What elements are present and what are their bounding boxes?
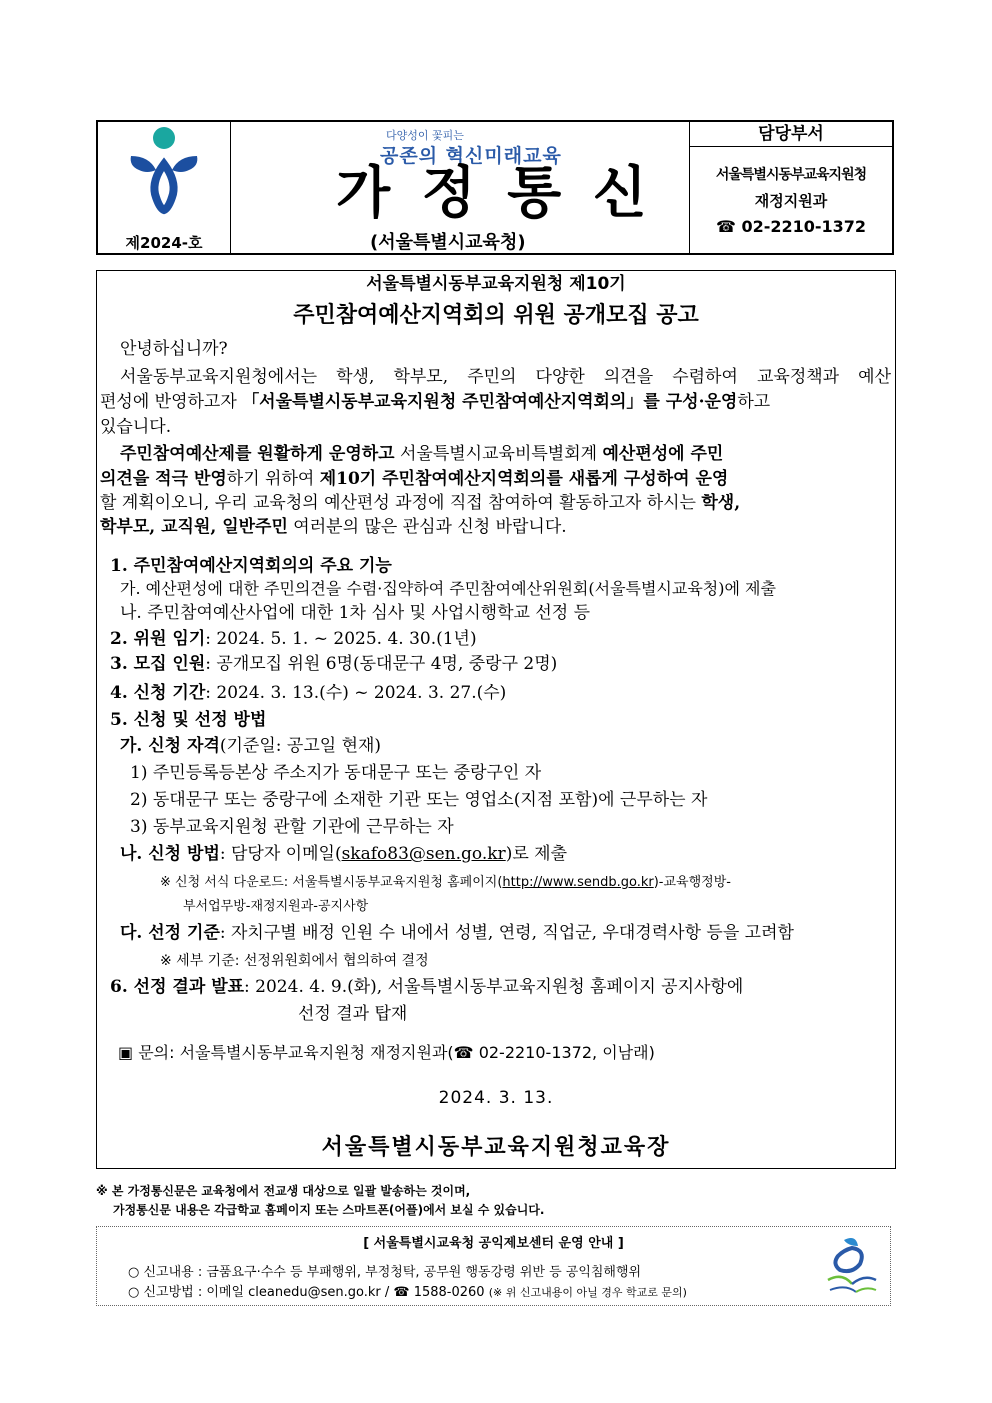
- paragraph1-text: 하고: [737, 392, 771, 412]
- paragraph2-line1: [120, 443, 723, 465]
- department-office: 서울특별시동부교육지원청: [715, 167, 867, 183]
- section6: [110, 976, 743, 998]
- section6-line2: 선정 결과 탑재: [298, 1004, 408, 1024]
- section6-label: 6. 선정 결과 발표: [110, 977, 245, 997]
- signature: 서울특별시동부교육지원청교육장: [321, 1134, 671, 1160]
- paragraph1-line1: [120, 366, 891, 388]
- section6-value: : 2024. 4. 9.(화), 서울특별시동부교육지원청 홈페이지 공지사항에: [244, 977, 744, 997]
- report-method-text: ○ 신고방법 : 이메일 cleanedu@sen.go.kr / ☎ 1588-0260: [128, 1285, 489, 1300]
- newsletter-header: [96, 120, 894, 255]
- section5-b-note-line2: 부서업무방-재정지원과-공지사항: [183, 899, 369, 914]
- paragraph1-text: 서울동부교육지원청에서는 학생, 학부모, 주민의 다양한 의견을 수렴하여 교육정책과 예산: [120, 367, 891, 387]
- section1-title: 1. 주민참여예산지역회의의 주요 기능: [110, 556, 392, 576]
- section5-b-note-line1: [160, 872, 731, 894]
- emphasis: 의견을 적극 반영: [100, 469, 227, 489]
- section5-a-label: 가. 신청 자격: [120, 736, 220, 756]
- paragraph1-line3: 있습니다.: [100, 417, 172, 437]
- homepage-link[interactable]: http://www.sendb.go.kr: [502, 875, 654, 890]
- page-title: 가 정 통 신: [336, 161, 653, 226]
- section2: [110, 628, 477, 650]
- emphasis: 예산편성에 주민: [602, 444, 724, 464]
- paragraph2-line2: [100, 468, 728, 490]
- greeting: 안녕하십니까?: [120, 339, 228, 359]
- section5-a-item3: 3) 동부교육지원청 관할 기관에 근무하는 자: [130, 817, 454, 837]
- section5-a-item1: 1) 주민등록등본상 주소지가 동대문구 또는 중랑구인 자: [130, 763, 542, 783]
- department-phone: ☎ 02-2210-1372: [715, 217, 867, 236]
- paragraph2-line3: [100, 492, 740, 514]
- paragraph1-line2: [100, 391, 770, 413]
- section5-b-label: 나. 신청 방법: [120, 844, 220, 864]
- notice-title-line1: 서울특별시동부교육지원청 제10기: [366, 274, 626, 294]
- section5-title: 5. 신청 및 선정 방법: [110, 710, 267, 730]
- section3-value: : 공개모집 위원 6명(동대문구 4명, 중랑구 2명): [205, 654, 558, 674]
- logo-column: [98, 122, 231, 253]
- slogan-small: 다양성이 꽃피는: [386, 129, 464, 142]
- section3-label: 3. 모집 인원: [110, 654, 206, 674]
- section4-value: : 2024. 3. 13.(수) ~ 2024. 3. 27.(수): [205, 683, 507, 703]
- section5-a: [120, 735, 381, 757]
- section5-c: [120, 922, 794, 944]
- section5-a-item2: 2) 동대문구 또는 중랑구에 소재한 기관 또는 영업소(지점 포함)에 근무하는 자: [130, 790, 708, 810]
- department-heading: 담당부서: [690, 122, 892, 147]
- department-box: [689, 122, 892, 253]
- paragraph2-text: 서울특별시교육비특별회계: [394, 444, 603, 464]
- footer-heading: [ 서울특별시교육청 공익제보센터 운영 안내 ]: [363, 1236, 624, 1251]
- section5-b-value: : 담당자 이메일(: [219, 844, 342, 864]
- section5-a-value: (기준일: 공고일 현재): [219, 736, 382, 756]
- department-team: 재정지원과: [754, 192, 828, 210]
- notice-title-line2: 주민참여예산지역회의 위원 공개모집 공고: [293, 303, 699, 328]
- paragraph1-text: 편성에 반영하고자: [100, 392, 243, 412]
- note-text: )-교육행정방-: [653, 875, 731, 890]
- section5-c-note: ※ 세부 기준: 선정위원회에서 협의하여 결정: [160, 953, 429, 969]
- section3: [110, 653, 557, 675]
- section4-label: 4. 신청 기간: [110, 683, 206, 703]
- paragraph2-line4: [100, 516, 567, 538]
- footer-item-report-method: [128, 1282, 687, 1304]
- footer-item-report-content: ○ 신고내용 : 금품요구·수수 등 부패행위, 부정청탁, 공무원 행동강령 위반 등 공익침해행위: [128, 1265, 642, 1280]
- contact-info: ▣ 문의: 서울특별시동부교육지원청 재정지원과(☎ 02-2210-1372, 이남래): [118, 1043, 655, 1062]
- section4: [110, 682, 506, 704]
- clean-education-logo-icon: [822, 1234, 882, 1299]
- note-text: ※ 신청 서식 다운로드: 서울특별시동부교육지원청 홈페이지(: [160, 875, 503, 890]
- section5-c-label: 다. 선정 기준: [120, 923, 220, 943]
- paragraph2-text: 하기 위하여: [226, 469, 320, 489]
- slogan-big: 공존의 혁신미래교육: [380, 145, 562, 167]
- report-method-note: (※ 위 신고내용이 아닐 경우 학교로 문의): [488, 1286, 687, 1299]
- issue-number: 제2024-호: [125, 234, 203, 252]
- page-subtitle: (서울특별시교육청): [370, 232, 526, 253]
- section2-label: 2. 위원 임기: [110, 629, 206, 649]
- section1-item-a: 가. 예산편성에 대한 주민의견을 수렴·집약하여 주민참여예산위원회(서울특별시교육청)에 제출: [120, 579, 776, 598]
- paragraph2-text: 할 계획이오니, 우리 교육청의 예산편성 과정에 직접 참여하여 활동하고자 하시는: [100, 493, 702, 513]
- emphasis: 제10기 주민참여예산지역회의를 새롭게 구성하여 운영: [319, 469, 729, 489]
- distribution-note-line2: 가정통신문 내용은 각급학교 홈페이지 또는 스마트폰(어플)에서 보실 수 있습니다.: [113, 1203, 545, 1217]
- emphasis: 학부모, 교직원, 일반주민: [100, 517, 288, 537]
- paragraph2-text: 여러분의 많은 관심과 신청 바랍니다.: [287, 517, 567, 537]
- emphasis: 주민참여예산제를 원활하게 운영하고: [120, 444, 395, 464]
- emphasis: 학생,: [701, 493, 741, 513]
- section5-c-value: : 자치구별 배정 인원 수 내에서 성별, 연령, 직업군, 우대경력사항 등을 고려함: [219, 923, 794, 943]
- notice-date: 2024. 3. 13.: [438, 1088, 554, 1108]
- seoul-education-logo-icon: [119, 124, 209, 219]
- council-name-emphasis: 「서울특별시동부교육지원청 주민참여예산지역회의」를 구성·운영: [242, 392, 738, 412]
- section5-b: [120, 843, 567, 865]
- contact-email-link[interactable]: skafo83@sen.go.kr: [341, 844, 506, 864]
- section5-b-end: )로 제출: [505, 844, 567, 864]
- section2-value: : 2024. 5. 1. ~ 2025. 4. 30.(1년): [205, 629, 477, 649]
- distribution-note-line1: ※ 본 가정통신문은 교육청에서 전교생 대상으로 일괄 발송하는 것이며,: [96, 1184, 471, 1198]
- section1-item-b: 나. 주민참여예산사업에 대한 1차 심사 및 사업시행학교 선정 등: [120, 603, 590, 623]
